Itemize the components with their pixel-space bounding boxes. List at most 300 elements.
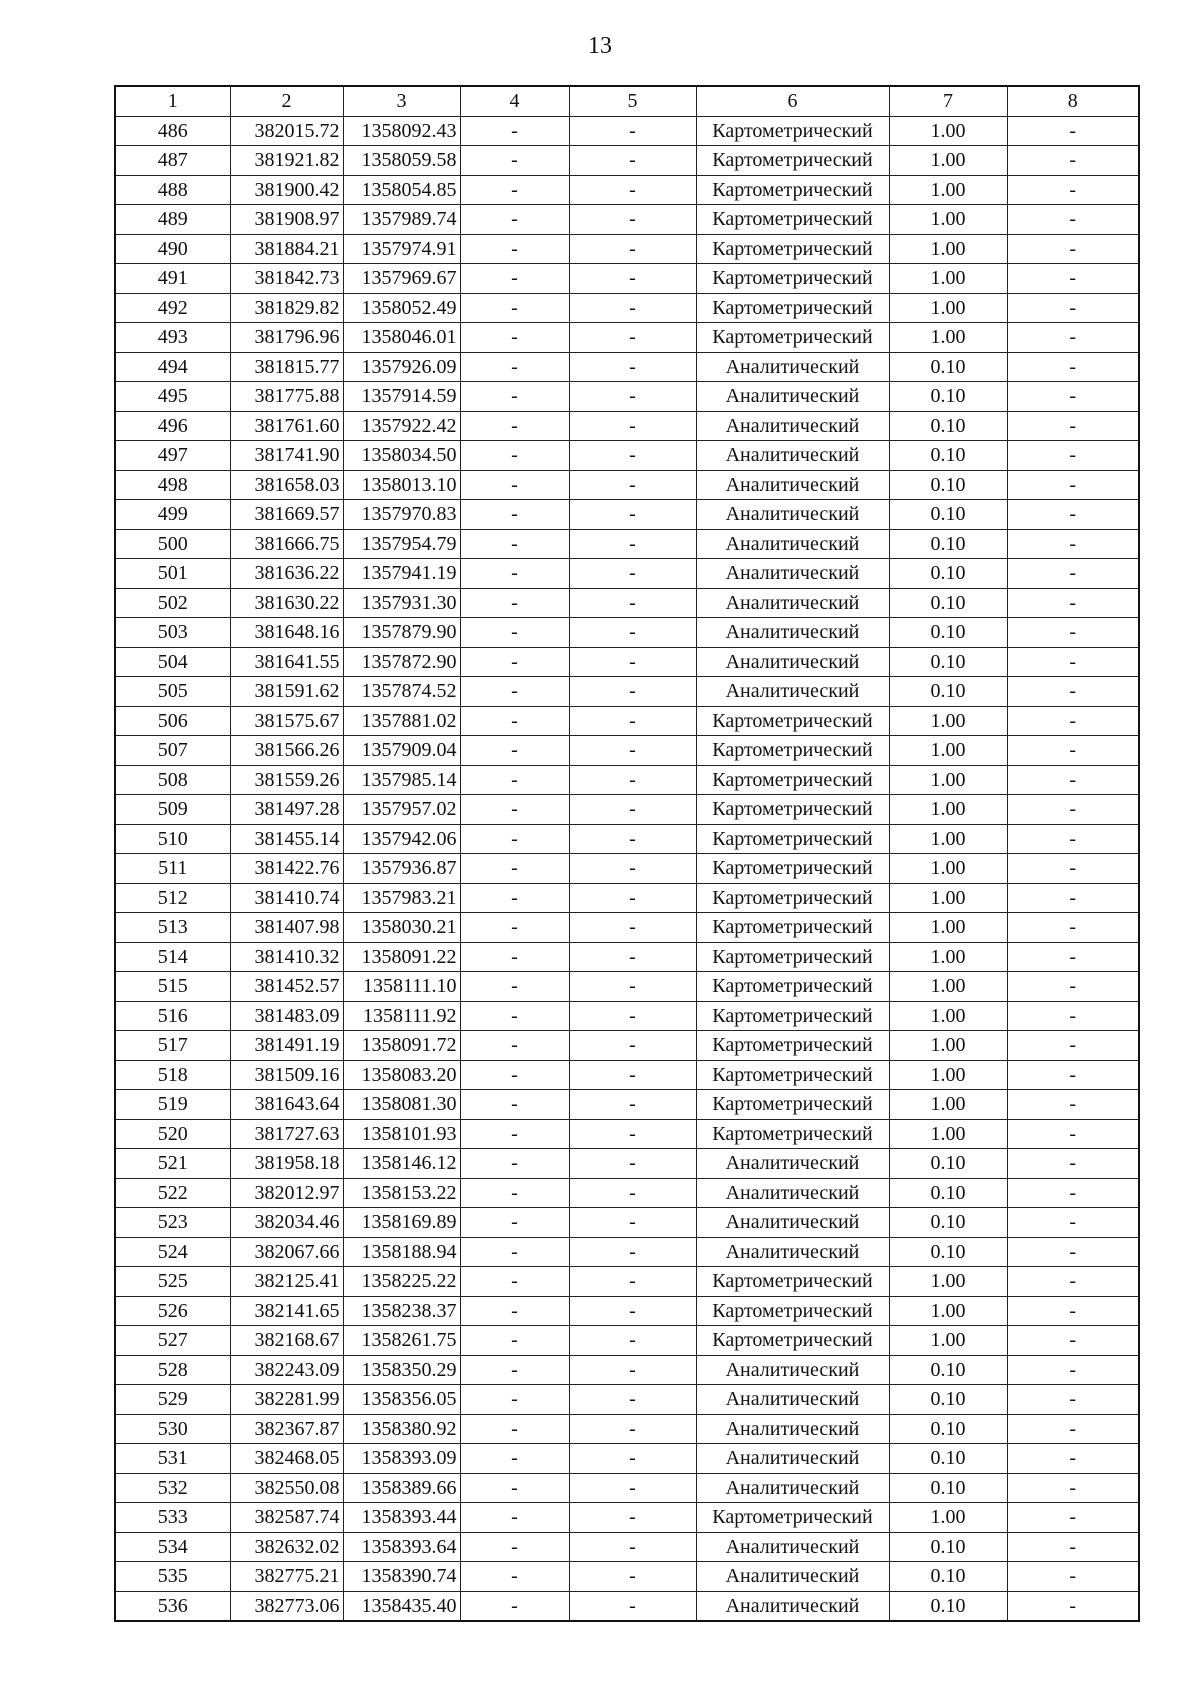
cell-col-5: -	[569, 1326, 696, 1356]
cell-y-coordinate: 1358030.21	[343, 913, 460, 943]
cell-col-5: -	[569, 116, 696, 146]
cell-col-5: -	[569, 1503, 696, 1533]
table-row	[115, 677, 1139, 707]
coordinates-table	[114, 85, 1140, 1622]
cell-x-coordinate: 381630.22	[230, 588, 343, 618]
cell-accuracy: 1.00	[889, 706, 1007, 736]
cell-accuracy: 0.10	[889, 1237, 1007, 1267]
cell-col-4: -	[460, 1001, 569, 1031]
cell-accuracy: 1.00	[889, 116, 1007, 146]
cell-col-4: -	[460, 1591, 569, 1621]
cell-method: Картометрический	[696, 1326, 889, 1356]
cell-x-coordinate: 381815.77	[230, 352, 343, 382]
cell-col-8: -	[1007, 588, 1139, 618]
cell-y-coordinate: 1358146.12	[343, 1149, 460, 1179]
cell-y-coordinate: 1358091.72	[343, 1031, 460, 1061]
cell-method: Аналитический	[696, 1149, 889, 1179]
cell-method: Картометрический	[696, 824, 889, 854]
cell-point-number: 496	[115, 411, 230, 441]
table-row	[115, 1385, 1139, 1415]
cell-col-5: -	[569, 559, 696, 589]
cell-accuracy: 0.10	[889, 1414, 1007, 1444]
cell-x-coordinate: 382281.99	[230, 1385, 343, 1415]
cell-col-5: -	[569, 824, 696, 854]
cell-col-8: -	[1007, 175, 1139, 205]
cell-point-number: 516	[115, 1001, 230, 1031]
cell-y-coordinate: 1358435.40	[343, 1591, 460, 1621]
cell-y-coordinate: 1358356.05	[343, 1385, 460, 1415]
cell-accuracy: 1.00	[889, 1296, 1007, 1326]
cell-col-8: -	[1007, 1473, 1139, 1503]
cell-col-4: -	[460, 736, 569, 766]
cell-method: Картометрический	[696, 706, 889, 736]
cell-col-5: -	[569, 1532, 696, 1562]
cell-point-number: 531	[115, 1444, 230, 1474]
table-row	[115, 1473, 1139, 1503]
cell-col-5: -	[569, 1119, 696, 1149]
cell-point-number: 514	[115, 942, 230, 972]
cell-col-4: -	[460, 175, 569, 205]
table-row	[115, 824, 1139, 854]
cell-col-5: -	[569, 1001, 696, 1031]
cell-col-4: -	[460, 1031, 569, 1061]
cell-col-5: -	[569, 883, 696, 913]
cell-point-number: 490	[115, 234, 230, 264]
cell-col-8: -	[1007, 1562, 1139, 1592]
cell-col-4: -	[460, 1385, 569, 1415]
cell-method: Картометрический	[696, 293, 889, 323]
cell-point-number: 526	[115, 1296, 230, 1326]
cell-x-coordinate: 382550.08	[230, 1473, 343, 1503]
cell-accuracy: 1.00	[889, 942, 1007, 972]
cell-col-5: -	[569, 441, 696, 471]
cell-y-coordinate: 1357970.83	[343, 500, 460, 530]
cell-accuracy: 0.10	[889, 470, 1007, 500]
cell-col-4: -	[460, 205, 569, 235]
cell-method: Картометрический	[696, 1119, 889, 1149]
cell-col-4: -	[460, 116, 569, 146]
cell-col-4: -	[460, 441, 569, 471]
cell-method: Аналитический	[696, 1473, 889, 1503]
table-row	[115, 883, 1139, 913]
cell-point-number: 528	[115, 1355, 230, 1385]
cell-x-coordinate: 381452.57	[230, 972, 343, 1002]
table-row	[115, 470, 1139, 500]
cell-col-5: -	[569, 146, 696, 176]
cell-y-coordinate: 1357922.42	[343, 411, 460, 441]
cell-point-number: 506	[115, 706, 230, 736]
cell-point-number: 512	[115, 883, 230, 913]
cell-col-5: -	[569, 1267, 696, 1297]
cell-col-8: -	[1007, 1208, 1139, 1238]
cell-y-coordinate: 1357914.59	[343, 382, 460, 412]
cell-accuracy: 0.10	[889, 588, 1007, 618]
table-row	[115, 175, 1139, 205]
cell-col-8: -	[1007, 765, 1139, 795]
cell-x-coordinate: 381575.67	[230, 706, 343, 736]
cell-x-coordinate: 381666.75	[230, 529, 343, 559]
cell-col-8: -	[1007, 1090, 1139, 1120]
cell-col-4: -	[460, 677, 569, 707]
cell-col-5: -	[569, 264, 696, 294]
cell-col-8: -	[1007, 795, 1139, 825]
cell-y-coordinate: 1358101.93	[343, 1119, 460, 1149]
table-row	[115, 1208, 1139, 1238]
cell-y-coordinate: 1357983.21	[343, 883, 460, 913]
table-row	[115, 293, 1139, 323]
cell-col-4: -	[460, 1444, 569, 1474]
cell-accuracy: 0.10	[889, 1178, 1007, 1208]
cell-col-4: -	[460, 146, 569, 176]
cell-y-coordinate: 1358092.43	[343, 116, 460, 146]
cell-col-4: -	[460, 293, 569, 323]
cell-y-coordinate: 1358225.22	[343, 1267, 460, 1297]
cell-accuracy: 1.00	[889, 323, 1007, 353]
table-row	[115, 913, 1139, 943]
cell-col-8: -	[1007, 706, 1139, 736]
cell-col-4: -	[460, 1149, 569, 1179]
cell-col-8: -	[1007, 529, 1139, 559]
cell-accuracy: 0.10	[889, 411, 1007, 441]
cell-col-8: -	[1007, 854, 1139, 884]
cell-col-8: -	[1007, 1178, 1139, 1208]
cell-col-8: -	[1007, 1267, 1139, 1297]
table-row	[115, 1031, 1139, 1061]
cell-col-4: -	[460, 706, 569, 736]
table-row	[115, 1591, 1139, 1621]
cell-col-8: -	[1007, 1296, 1139, 1326]
column-header-7: 7	[889, 86, 1007, 116]
cell-point-number: 527	[115, 1326, 230, 1356]
cell-accuracy: 1.00	[889, 1267, 1007, 1297]
cell-y-coordinate: 1357872.90	[343, 647, 460, 677]
cell-accuracy: 0.10	[889, 647, 1007, 677]
table-row	[115, 1267, 1139, 1297]
cell-method: Аналитический	[696, 1178, 889, 1208]
cell-x-coordinate: 381658.03	[230, 470, 343, 500]
cell-point-number: 518	[115, 1060, 230, 1090]
column-header-5: 5	[569, 86, 696, 116]
cell-y-coordinate: 1358052.49	[343, 293, 460, 323]
cell-point-number: 513	[115, 913, 230, 943]
cell-col-8: -	[1007, 293, 1139, 323]
cell-method: Аналитический	[696, 1385, 889, 1415]
cell-point-number: 487	[115, 146, 230, 176]
cell-y-coordinate: 1357974.91	[343, 234, 460, 264]
cell-col-5: -	[569, 1355, 696, 1385]
cell-x-coordinate: 381775.88	[230, 382, 343, 412]
cell-x-coordinate: 381900.42	[230, 175, 343, 205]
cell-y-coordinate: 1358034.50	[343, 441, 460, 471]
cell-method: Картометрический	[696, 795, 889, 825]
cell-col-4: -	[460, 1355, 569, 1385]
cell-y-coordinate: 1357942.06	[343, 824, 460, 854]
cell-method: Картометрический	[696, 264, 889, 294]
cell-col-5: -	[569, 1060, 696, 1090]
cell-col-5: -	[569, 972, 696, 1002]
cell-col-4: -	[460, 1090, 569, 1120]
cell-col-4: -	[460, 795, 569, 825]
cell-col-8: -	[1007, 205, 1139, 235]
cell-point-number: 501	[115, 559, 230, 589]
cell-y-coordinate: 1358393.09	[343, 1444, 460, 1474]
cell-accuracy: 0.10	[889, 382, 1007, 412]
cell-point-number: 493	[115, 323, 230, 353]
cell-accuracy: 1.00	[889, 1119, 1007, 1149]
cell-y-coordinate: 1357881.02	[343, 706, 460, 736]
cell-col-4: -	[460, 1208, 569, 1238]
cell-x-coordinate: 381407.98	[230, 913, 343, 943]
cell-col-5: -	[569, 470, 696, 500]
table-row	[115, 854, 1139, 884]
cell-x-coordinate: 382034.46	[230, 1208, 343, 1238]
cell-col-5: -	[569, 175, 696, 205]
cell-col-5: -	[569, 1444, 696, 1474]
cell-col-4: -	[460, 500, 569, 530]
cell-col-4: -	[460, 854, 569, 884]
cell-x-coordinate: 381796.96	[230, 323, 343, 353]
cell-point-number: 499	[115, 500, 230, 530]
cell-col-8: -	[1007, 146, 1139, 176]
cell-accuracy: 0.10	[889, 1562, 1007, 1592]
cell-col-5: -	[569, 765, 696, 795]
cell-x-coordinate: 381842.73	[230, 264, 343, 294]
cell-y-coordinate: 1358111.10	[343, 972, 460, 1002]
cell-accuracy: 0.10	[889, 1591, 1007, 1621]
table-row	[115, 1119, 1139, 1149]
cell-method: Картометрический	[696, 116, 889, 146]
cell-accuracy: 1.00	[889, 795, 1007, 825]
cell-accuracy: 0.10	[889, 500, 1007, 530]
cell-accuracy: 0.10	[889, 677, 1007, 707]
cell-col-8: -	[1007, 1591, 1139, 1621]
cell-col-8: -	[1007, 264, 1139, 294]
cell-y-coordinate: 1358261.75	[343, 1326, 460, 1356]
cell-method: Аналитический	[696, 588, 889, 618]
cell-col-4: -	[460, 647, 569, 677]
cell-point-number: 534	[115, 1532, 230, 1562]
cell-col-5: -	[569, 1031, 696, 1061]
cell-col-8: -	[1007, 1414, 1139, 1444]
cell-method: Картометрический	[696, 146, 889, 176]
cell-col-4: -	[460, 1414, 569, 1444]
table-row	[115, 1296, 1139, 1326]
cell-col-4: -	[460, 352, 569, 382]
cell-x-coordinate: 381884.21	[230, 234, 343, 264]
cell-point-number: 533	[115, 1503, 230, 1533]
cell-col-4: -	[460, 323, 569, 353]
cell-x-coordinate: 381410.74	[230, 883, 343, 913]
cell-col-8: -	[1007, 1385, 1139, 1415]
cell-accuracy: 1.00	[889, 1326, 1007, 1356]
cell-col-8: -	[1007, 234, 1139, 264]
cell-method: Картометрический	[696, 883, 889, 913]
cell-x-coordinate: 382775.21	[230, 1562, 343, 1592]
cell-accuracy: 0.10	[889, 618, 1007, 648]
cell-y-coordinate: 1357926.09	[343, 352, 460, 382]
cell-x-coordinate: 381497.28	[230, 795, 343, 825]
cell-point-number: 522	[115, 1178, 230, 1208]
cell-point-number: 530	[115, 1414, 230, 1444]
cell-x-coordinate: 381829.82	[230, 293, 343, 323]
cell-col-8: -	[1007, 677, 1139, 707]
table-row	[115, 588, 1139, 618]
cell-col-8: -	[1007, 736, 1139, 766]
cell-point-number: 520	[115, 1119, 230, 1149]
cell-point-number: 492	[115, 293, 230, 323]
cell-y-coordinate: 1358054.85	[343, 175, 460, 205]
column-header-1: 1	[115, 86, 230, 116]
cell-accuracy: 1.00	[889, 146, 1007, 176]
cell-x-coordinate: 381741.90	[230, 441, 343, 471]
table-row	[115, 1149, 1139, 1179]
column-header-6: 6	[696, 86, 889, 116]
cell-method: Картометрический	[696, 234, 889, 264]
cell-col-8: -	[1007, 1503, 1139, 1533]
cell-accuracy: 0.10	[889, 529, 1007, 559]
cell-x-coordinate: 381636.22	[230, 559, 343, 589]
cell-y-coordinate: 1357909.04	[343, 736, 460, 766]
cell-x-coordinate: 381643.64	[230, 1090, 343, 1120]
cell-col-5: -	[569, 913, 696, 943]
cell-x-coordinate: 381559.26	[230, 765, 343, 795]
cell-col-5: -	[569, 588, 696, 618]
cell-accuracy: 1.00	[889, 824, 1007, 854]
cell-method: Картометрический	[696, 854, 889, 884]
cell-y-coordinate: 1357957.02	[343, 795, 460, 825]
cell-x-coordinate: 382141.65	[230, 1296, 343, 1326]
cell-point-number: 497	[115, 441, 230, 471]
cell-col-8: -	[1007, 116, 1139, 146]
cell-col-8: -	[1007, 972, 1139, 1002]
cell-y-coordinate: 1357989.74	[343, 205, 460, 235]
cell-x-coordinate: 381422.76	[230, 854, 343, 884]
cell-method: Аналитический	[696, 1414, 889, 1444]
cell-point-number: 515	[115, 972, 230, 1002]
cell-col-8: -	[1007, 441, 1139, 471]
cell-x-coordinate: 381727.63	[230, 1119, 343, 1149]
cell-col-4: -	[460, 234, 569, 264]
cell-col-8: -	[1007, 559, 1139, 589]
table-row	[115, 323, 1139, 353]
cell-col-5: -	[569, 382, 696, 412]
cell-col-4: -	[460, 765, 569, 795]
cell-col-8: -	[1007, 500, 1139, 530]
cell-x-coordinate: 381509.16	[230, 1060, 343, 1090]
cell-y-coordinate: 1357954.79	[343, 529, 460, 559]
cell-col-5: -	[569, 1208, 696, 1238]
cell-accuracy: 1.00	[889, 765, 1007, 795]
cell-method: Картометрический	[696, 323, 889, 353]
cell-col-8: -	[1007, 1532, 1139, 1562]
cell-col-5: -	[569, 1591, 696, 1621]
cell-accuracy: 0.10	[889, 1149, 1007, 1179]
cell-col-4: -	[460, 972, 569, 1002]
page-number: 13	[588, 33, 612, 59]
cell-y-coordinate: 1358390.74	[343, 1562, 460, 1592]
cell-col-4: -	[460, 411, 569, 441]
cell-accuracy: 1.00	[889, 1090, 1007, 1120]
cell-col-4: -	[460, 1178, 569, 1208]
column-header-8: 8	[1007, 86, 1139, 116]
cell-method: Картометрический	[696, 1001, 889, 1031]
cell-y-coordinate: 1358393.44	[343, 1503, 460, 1533]
cell-col-8: -	[1007, 1119, 1139, 1149]
cell-accuracy: 1.00	[889, 1060, 1007, 1090]
table-row	[115, 1090, 1139, 1120]
cell-point-number: 524	[115, 1237, 230, 1267]
cell-accuracy: 1.00	[889, 234, 1007, 264]
cell-col-4: -	[460, 382, 569, 412]
cell-x-coordinate: 381958.18	[230, 1149, 343, 1179]
cell-accuracy: 1.00	[889, 883, 1007, 913]
cell-col-4: -	[460, 1060, 569, 1090]
cell-accuracy: 0.10	[889, 1532, 1007, 1562]
cell-x-coordinate: 381921.82	[230, 146, 343, 176]
cell-accuracy: 0.10	[889, 1473, 1007, 1503]
cell-point-number: 535	[115, 1562, 230, 1592]
cell-point-number: 498	[115, 470, 230, 500]
cell-x-coordinate: 382587.74	[230, 1503, 343, 1533]
cell-col-5: -	[569, 854, 696, 884]
cell-col-8: -	[1007, 1149, 1139, 1179]
cell-method: Аналитический	[696, 1591, 889, 1621]
table-row	[115, 352, 1139, 382]
table-row	[115, 647, 1139, 677]
cell-col-5: -	[569, 618, 696, 648]
cell-accuracy: 1.00	[889, 736, 1007, 766]
cell-method: Картометрический	[696, 175, 889, 205]
cell-point-number: 507	[115, 736, 230, 766]
cell-y-coordinate: 1358153.22	[343, 1178, 460, 1208]
cell-point-number: 521	[115, 1149, 230, 1179]
cell-x-coordinate: 381591.62	[230, 677, 343, 707]
cell-y-coordinate: 1357931.30	[343, 588, 460, 618]
cell-method: Аналитический	[696, 618, 889, 648]
table-row	[115, 559, 1139, 589]
cell-accuracy: 0.10	[889, 1444, 1007, 1474]
cell-col-8: -	[1007, 942, 1139, 972]
cell-point-number: 536	[115, 1591, 230, 1621]
cell-method: Аналитический	[696, 500, 889, 530]
cell-col-4: -	[460, 588, 569, 618]
cell-y-coordinate: 1358238.37	[343, 1296, 460, 1326]
table-row	[115, 500, 1139, 530]
cell-col-4: -	[460, 883, 569, 913]
cell-col-8: -	[1007, 1326, 1139, 1356]
cell-method: Аналитический	[696, 559, 889, 589]
cell-point-number: 510	[115, 824, 230, 854]
table-row	[115, 1001, 1139, 1031]
cell-method: Картометрический	[696, 205, 889, 235]
cell-y-coordinate: 1358081.30	[343, 1090, 460, 1120]
cell-method: Аналитический	[696, 352, 889, 382]
cell-col-5: -	[569, 293, 696, 323]
table-row	[115, 1355, 1139, 1385]
table-row	[115, 116, 1139, 146]
cell-col-4: -	[460, 529, 569, 559]
cell-y-coordinate: 1357936.87	[343, 854, 460, 884]
cell-col-4: -	[460, 1562, 569, 1592]
cell-method: Аналитический	[696, 647, 889, 677]
cell-col-8: -	[1007, 824, 1139, 854]
cell-point-number: 532	[115, 1473, 230, 1503]
cell-col-5: -	[569, 1414, 696, 1444]
cell-point-number: 525	[115, 1267, 230, 1297]
cell-method: Аналитический	[696, 470, 889, 500]
cell-point-number: 494	[115, 352, 230, 382]
cell-accuracy: 1.00	[889, 175, 1007, 205]
